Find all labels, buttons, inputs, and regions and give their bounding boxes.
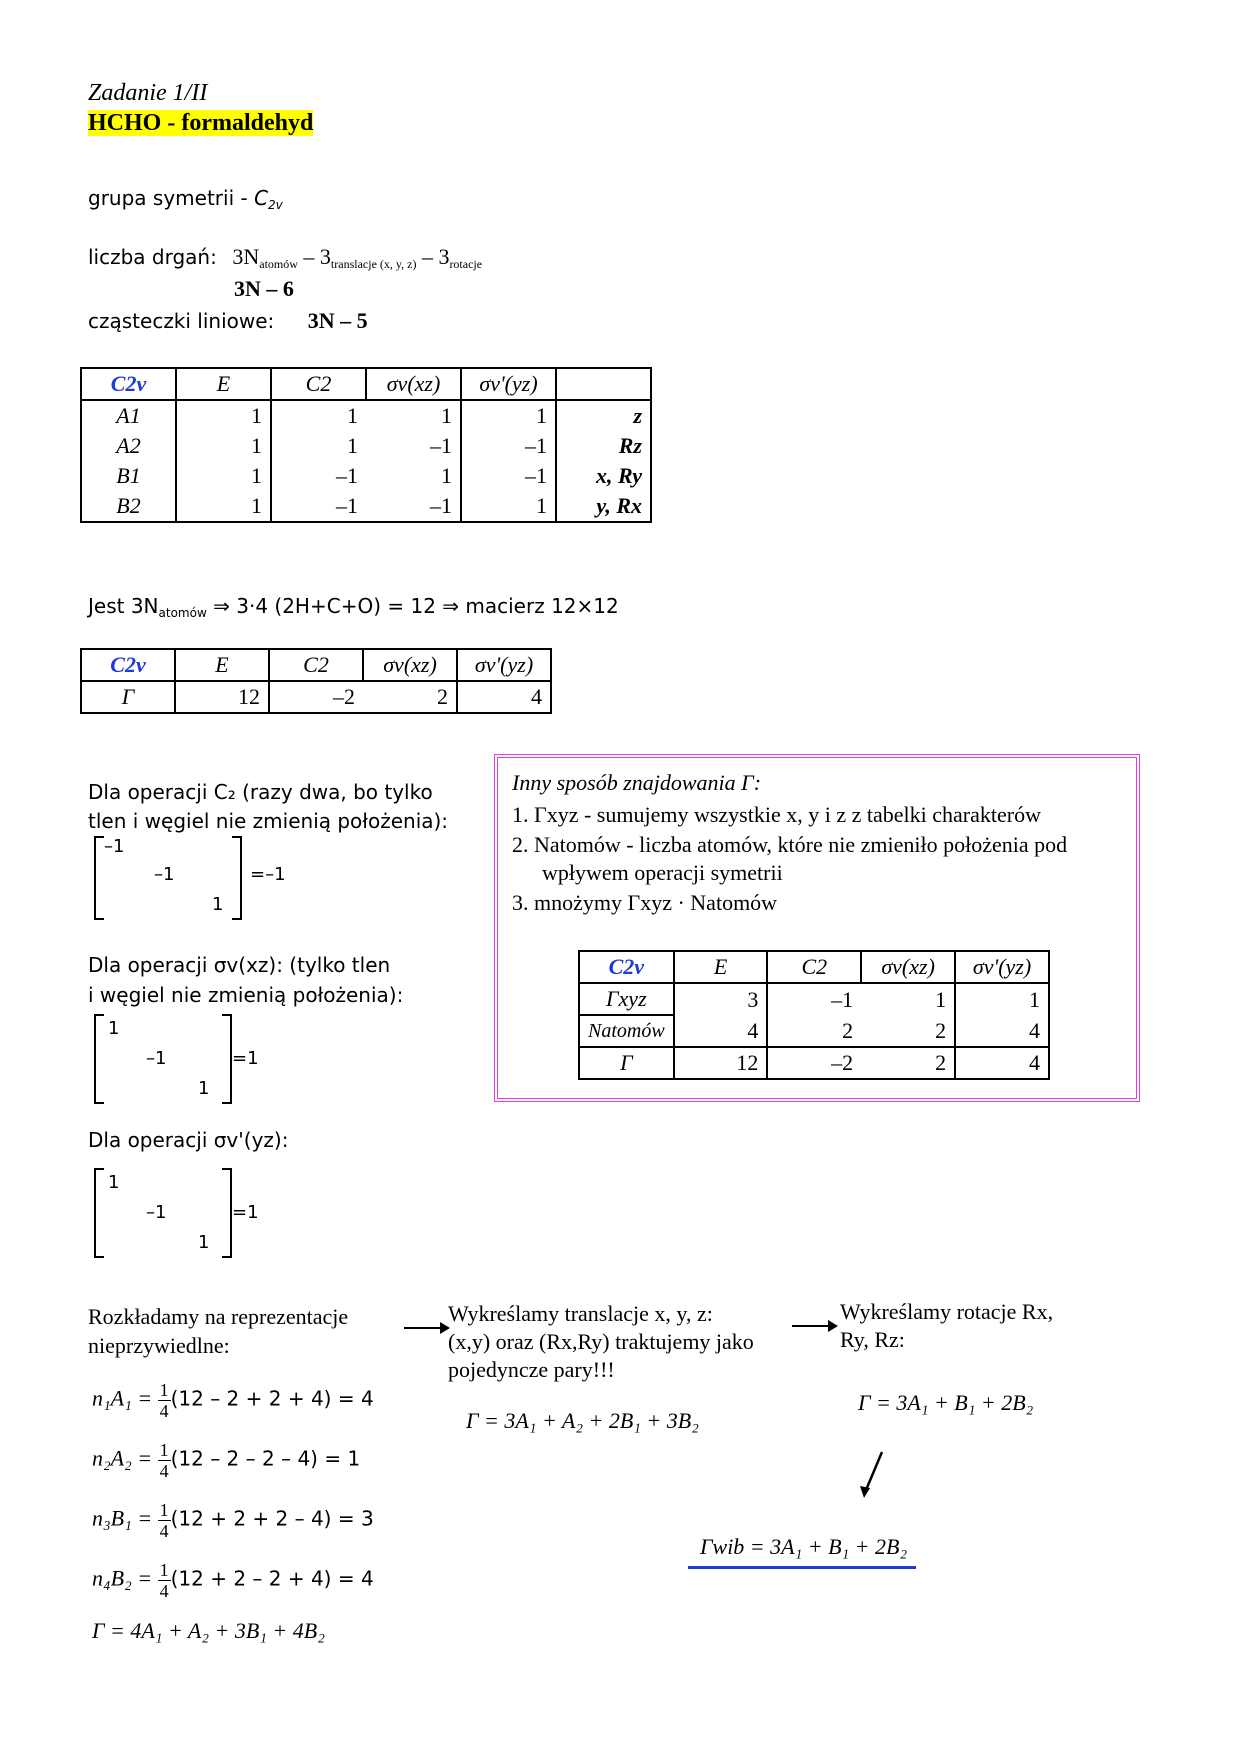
gamma-h4: σv'(yz) [457, 649, 551, 681]
char-h1: E [176, 368, 271, 400]
alt-header-row [579, 951, 1049, 983]
cell: 4 [674, 1015, 768, 1047]
arrow-down-icon [856, 1450, 896, 1500]
step3-line2: Ry, Rz: [840, 1327, 905, 1352]
matrix-entry: 1 [108, 1018, 120, 1039]
alt-h3: σv(xz) [861, 951, 955, 983]
matrix-syz [94, 1168, 234, 1258]
alt-item-1: 1. Γxyz - sumujemy wszystkie x, y i z z tabelki charakterów [512, 802, 1041, 827]
cell: 1 [176, 491, 271, 522]
cell: 2 [861, 1047, 955, 1079]
cell: 1 [176, 400, 271, 431]
matrix-entry: –1 [104, 836, 125, 857]
gamma-step3: Γ = 3A₁ + B₁ + 2B₂ [858, 1390, 1034, 1415]
gamma-step2: Γ = 3A₁ + A₂ + 2B₁ + 3B₂ [466, 1408, 699, 1433]
row-label: Γ [81, 681, 175, 713]
char-h2: C2 [271, 368, 366, 400]
fraction [158, 1440, 171, 1481]
cell: 4 [457, 681, 551, 713]
group-label: grupa symetrii - [88, 186, 255, 210]
cell: 2 [363, 681, 457, 713]
op-c2-line2: tlen i węgiel nie zmienią położenia): [88, 809, 449, 833]
linear-line [88, 308, 368, 334]
bracket-right [232, 836, 242, 920]
alt-item-3: 3. mnożymy Γxyz · Natomów [512, 890, 778, 915]
eq-n2-lhs: n₂A₂ = [92, 1445, 153, 1471]
op-c2-line1: Dla operacji C₂ (razy dwa, bo tylko [88, 780, 433, 804]
cell: 12 [175, 681, 269, 713]
cell: –1 [366, 491, 461, 522]
row-label: B2 [81, 491, 176, 522]
bracket-left [94, 1168, 104, 1258]
char-h5 [556, 368, 651, 400]
eq-n3-lhs: n₃B₁ = [92, 1505, 153, 1531]
op-sxz-text [88, 950, 403, 1010]
fraction [158, 1560, 171, 1601]
frac-den: 4 [159, 1581, 169, 1601]
cell: 12 [674, 1047, 768, 1079]
bracket-left [94, 1014, 104, 1104]
cell: –1 [831, 986, 854, 1012]
basis-cell: z [556, 400, 651, 431]
char-h4: σv'(yz) [461, 368, 556, 400]
table-row [81, 461, 651, 491]
table-row [81, 491, 651, 522]
decomp-line1: Rozkładamy na reprezentacje [88, 1304, 349, 1329]
cell: –1 [461, 431, 556, 461]
decomp-line2: nieprzywiedlne: [88, 1333, 230, 1358]
char-h3: σv(xz) [366, 368, 461, 400]
row-label: Natomów [579, 1015, 674, 1047]
eq-n3-rhs: (12 + 2 + 2 – 4) = 3 [170, 1506, 374, 1531]
op-c2-result: =–1 [250, 864, 286, 885]
c2v-label: C2v [608, 954, 645, 979]
group-value [254, 186, 283, 210]
basis-cell: Rz [556, 431, 651, 461]
vib-label: liczba drgań: [88, 245, 217, 269]
highlighted-title: HCHO - formaldehyd [88, 110, 314, 136]
bracket-right [222, 1168, 232, 1258]
matrix-entry: –1 [154, 864, 175, 885]
gamma-h2: C2 [269, 649, 363, 681]
frac-den: 4 [159, 1521, 169, 1541]
cell: –1 [336, 463, 358, 488]
frac-num: 1 [159, 1380, 169, 1400]
group-letter: C [254, 186, 269, 210]
table-row [579, 1015, 1049, 1047]
arrow-right-icon [790, 1314, 838, 1338]
matrix-sxz [94, 1014, 234, 1104]
frac-num: 1 [159, 1440, 169, 1460]
matrix-entry: 1 [198, 1232, 210, 1253]
step2-text [448, 1300, 754, 1384]
eq-n4-rhs: (12 + 2 – 2 + 4) = 4 [170, 1566, 374, 1591]
gamma-h1: E [175, 649, 269, 681]
op-syz-result: =1 [232, 1202, 259, 1223]
linear-label: cząsteczki liniowe: [88, 309, 275, 333]
table-row [579, 1047, 1049, 1079]
vib-a: 3N [232, 244, 260, 269]
jest-a: Jest 3N [88, 594, 159, 618]
cell: 1 [176, 431, 271, 461]
bracket-left [94, 836, 104, 920]
frac-den: 4 [159, 1401, 169, 1421]
gamma-table [80, 648, 552, 714]
cell: 1 [935, 986, 947, 1012]
step3-line1: Wykreślamy rotacje Rx, [840, 1299, 1054, 1324]
fraction [158, 1500, 171, 1541]
table-row [579, 983, 1049, 1015]
matrix-entry: 1 [108, 1172, 120, 1193]
vib-b: – 3 [297, 244, 331, 269]
op-syz-text: Dla operacji σv'(yz): [88, 1128, 289, 1152]
matrix-c2 [94, 836, 244, 920]
gamma-total: Γ = 4A₁ + A₂ + 3B₁ + 4B₂ [92, 1618, 325, 1643]
vib-result: 3N – 6 [234, 276, 294, 301]
alt-item-2b: wpływem operacji symetrii [542, 860, 783, 885]
eq-n3 [92, 1500, 374, 1541]
heading-molecule [88, 110, 313, 137]
cell: 1 [441, 403, 452, 428]
op-sxz-line2: i węgiel nie zmienią położenia): [88, 983, 404, 1007]
eq-n2 [92, 1440, 360, 1481]
char-header-row [81, 368, 651, 400]
arrow-right-icon [402, 1316, 450, 1340]
vib-sub-c: rotacje [449, 257, 483, 271]
cell: –2 [269, 681, 363, 713]
cell: 3 [674, 983, 768, 1015]
jest-sub: atomów [158, 606, 207, 620]
eq-n1 [92, 1380, 374, 1421]
eq-n2-rhs: (12 – 2 – 2 – 4) = 1 [170, 1446, 361, 1471]
matrix-entry: –1 [146, 1202, 167, 1223]
alt-h1: E [674, 951, 768, 983]
vib-sub-b: translacje (x, y, z) [330, 257, 417, 271]
linear-result: 3N – 5 [307, 308, 368, 333]
eq-n4 [92, 1560, 374, 1601]
cell: –1 [271, 491, 366, 522]
eq-n1-lhs: n₁A₁ = [92, 1385, 153, 1411]
alt-title: Inny sposób znajdowania Γ: [512, 770, 762, 795]
step3-text [840, 1298, 1053, 1354]
alt-h0 [579, 951, 674, 983]
character-table [80, 367, 652, 523]
cell: 4 [955, 1015, 1049, 1047]
step2-line2: (x,y) oraz (Rx,Ry) traktujemy jako [448, 1329, 754, 1354]
eq-n4-lhs: n₄B₂ = [92, 1565, 153, 1591]
cell: –2 [767, 1047, 861, 1079]
cell: 1 [176, 461, 271, 491]
row-label: A1 [81, 400, 176, 431]
alt-h4: σv'(yz) [955, 951, 1049, 983]
char-h0 [81, 368, 176, 400]
c2v-label: C2v [110, 652, 146, 677]
frac-den: 4 [159, 1461, 169, 1481]
row-label: B1 [81, 461, 176, 491]
step2-line3: pojedyncze pary!!! [448, 1357, 615, 1382]
eq-n1-rhs: (12 – 2 + 2 + 4) = 4 [170, 1386, 374, 1411]
cell: 2 [767, 1015, 861, 1047]
alt-item-2: 2. Natomów - liczba atomów, które nie zmieniło położenia pod [512, 832, 1068, 857]
group-sub: 2v [268, 198, 283, 212]
op-sxz-line1: Dla operacji σv(xz): (tylko tlen [88, 953, 391, 977]
final-underline [688, 1566, 916, 1569]
cell: –1 [461, 461, 556, 491]
bracket-right [222, 1014, 232, 1104]
op-sxz-result: =1 [232, 1048, 259, 1069]
cell: 1 [461, 491, 556, 522]
table-row [81, 400, 651, 431]
heading-task: Zadanie 1/II [88, 80, 208, 106]
gamma-h0 [81, 649, 175, 681]
gamma-final: Γwib = 3A₁ + B₁ + 2B₂ [700, 1534, 908, 1559]
cell: 2 [861, 1015, 955, 1047]
cell: –1 [430, 433, 452, 458]
jest-line [88, 594, 619, 620]
alt-table [578, 950, 1050, 1080]
gamma-header-row [81, 649, 551, 681]
row-label: Γxyz [579, 983, 674, 1015]
alt-h2: C2 [767, 951, 861, 983]
frac-num: 1 [159, 1500, 169, 1520]
jest-b: ⇒ 3·4 (2H+C+O) = 12 ⇒ macierz 12×12 [206, 594, 619, 618]
table-row [81, 681, 551, 713]
matrix-entry: 1 [212, 894, 224, 915]
fraction [158, 1380, 171, 1421]
cell: 1 [347, 433, 358, 458]
cell: 1 [347, 403, 358, 428]
matrix-entry: 1 [198, 1078, 210, 1099]
step2-line1: Wykreślamy translacje x, y, z: [448, 1301, 713, 1326]
cell: 1 [955, 983, 1049, 1015]
vib-sub-a: atomów [259, 257, 298, 271]
op-c2-text [88, 778, 448, 836]
basis-cell: x, Ry [556, 461, 651, 491]
c2v-label: C2v [110, 371, 147, 396]
row-label: Γ [579, 1047, 674, 1079]
alternative-method-box [494, 754, 1140, 1102]
frac-num: 1 [159, 1560, 169, 1580]
gamma-h3: σv(xz) [363, 649, 457, 681]
cell: 1 [441, 463, 452, 488]
row-label: A2 [81, 431, 176, 461]
vibration-line [88, 244, 482, 272]
decomp-label [88, 1302, 348, 1360]
table-row [81, 431, 651, 461]
cell: 1 [461, 400, 556, 431]
cell: 4 [955, 1047, 1049, 1079]
matrix-entry: –1 [146, 1048, 167, 1069]
basis-cell: y, Rx [556, 491, 651, 522]
group-line [88, 186, 283, 212]
vib-c: – 3 [416, 244, 450, 269]
